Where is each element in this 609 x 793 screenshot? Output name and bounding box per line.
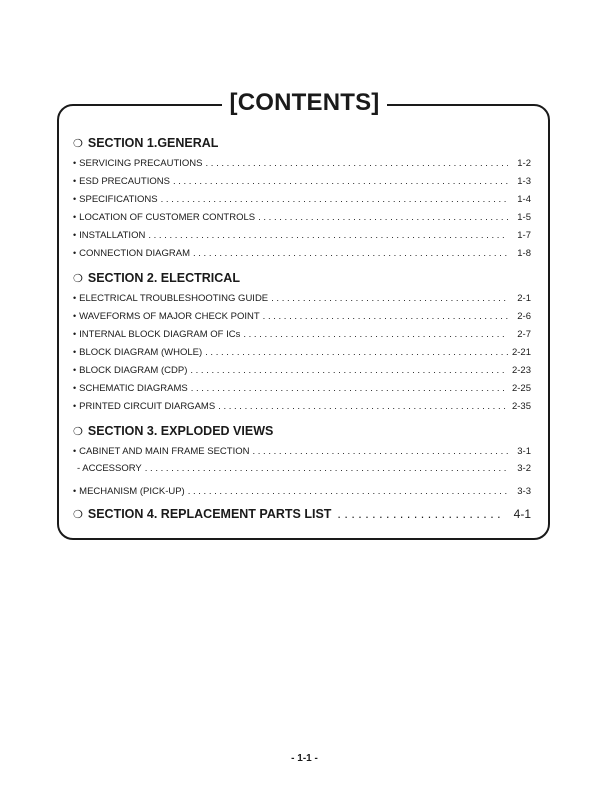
leader-dots	[148, 227, 508, 244]
toc-entry-page: 1-2	[517, 158, 531, 169]
leader-dots	[206, 155, 508, 172]
toc-entry-label: PRINTED CIRCUIT DIARGAMS	[79, 401, 216, 412]
bullet-icon: •	[73, 347, 77, 357]
leader-dots	[271, 290, 508, 307]
toc-entry-page: 3-2	[517, 463, 531, 474]
section-heading-label: SECTION 3. EXPLODED VIEWS	[87, 424, 274, 438]
page-number: - 1-1 -	[291, 753, 318, 764]
leader-dots	[145, 460, 508, 478]
bullet-icon: •	[73, 293, 77, 303]
toc-entry[interactable]	[73, 343, 531, 361]
toc-entry[interactable]	[73, 442, 531, 460]
toc-entry[interactable]	[73, 379, 531, 397]
toc-entry-page: 2-6	[517, 311, 531, 322]
bullet-icon: •	[73, 194, 77, 204]
bullet-icon: •	[73, 365, 77, 375]
toc-entry[interactable]	[73, 172, 531, 190]
section-2	[73, 269, 531, 415]
toc-entry-label: BLOCK DIAGRAM (CDP)	[79, 365, 188, 376]
toc-entry[interactable]	[73, 190, 531, 208]
leader-dots	[161, 191, 508, 208]
section-1	[73, 134, 531, 262]
toc-entry-page: 2-25	[511, 383, 531, 394]
leader-dots	[205, 344, 508, 361]
leader-dots	[263, 308, 508, 325]
toc-entry-page: 3-3	[517, 486, 531, 497]
toc-entry[interactable]	[73, 307, 531, 325]
toc-entry-label: SPECIFICATIONS	[79, 194, 158, 205]
toc-entry-label: ESD PRECAUTIONS	[79, 176, 170, 187]
contents-list	[73, 134, 531, 529]
toc-entry-label: CONNECTION DIAGRAM	[79, 248, 190, 259]
section-3	[73, 422, 531, 500]
toc-entry-label: SERVICING PRECAUTIONS	[79, 158, 203, 169]
bullet-icon: •	[73, 446, 77, 456]
toc-entry[interactable]	[73, 289, 531, 307]
toc-entry-label: INTERNAL BLOCK DIAGRAM OF ICs	[79, 329, 241, 340]
bullet-icon: •	[73, 212, 77, 222]
toc-entry-page: 1-7	[517, 230, 531, 241]
toc-entry-label: MECHANISM (PICK-UP)	[79, 486, 185, 497]
section-heading[interactable]	[73, 422, 531, 440]
section-heading-label: SECTION 1.GENERAL	[87, 136, 219, 150]
bullet-icon: •	[73, 158, 77, 168]
leader-dots	[337, 507, 505, 521]
toc-entry-page: 2-7	[517, 329, 531, 340]
toc-entry-page: 1-8	[517, 248, 531, 259]
toc-entry-label: ELECTRICAL TROUBLESHOOTING GUIDE	[79, 293, 269, 304]
toc-entry[interactable]	[73, 154, 531, 172]
bullet-icon: •	[73, 383, 77, 393]
toc-entry-label: LOCATION OF CUSTOMER CONTROLS	[79, 212, 256, 223]
section-heading-label: SECTION 2. ELECTRICAL	[87, 271, 240, 285]
section-heading[interactable]	[73, 269, 531, 287]
leader-dots	[173, 173, 508, 190]
leader-dots	[243, 326, 508, 343]
bullet-icon: •	[73, 329, 77, 339]
circle-icon: ❍	[73, 272, 83, 285]
leader-dots	[188, 483, 508, 500]
toc-entry[interactable]	[73, 482, 531, 500]
toc-entry-label: BLOCK DIAGRAM (WHOLE)	[79, 347, 203, 358]
section-4[interactable]	[73, 507, 531, 529]
toc-entry-page: 2-1	[517, 293, 531, 304]
leader-dots	[193, 245, 508, 262]
toc-entry[interactable]	[73, 325, 531, 343]
toc-entry-page: 2-35	[511, 401, 531, 412]
leader-dots	[190, 362, 508, 379]
leader-dots	[191, 380, 508, 397]
toc-entry-label: SCHEMATIC DIAGRAMS	[79, 383, 188, 394]
toc-entry-page: 2-21	[511, 347, 531, 358]
bullet-icon: •	[73, 311, 77, 321]
toc-entry-label: CABINET AND MAIN FRAME SECTION	[79, 446, 250, 457]
toc-entry-page: 2-23	[511, 365, 531, 376]
section-heading[interactable]	[73, 134, 531, 152]
toc-subentry[interactable]	[73, 460, 531, 478]
toc-entry[interactable]	[73, 208, 531, 226]
bullet-icon: •	[73, 248, 77, 258]
bullet-icon: •	[73, 486, 77, 496]
circle-icon: ❍	[73, 509, 83, 521]
toc-entry[interactable]	[73, 244, 531, 262]
toc-entry[interactable]	[73, 226, 531, 244]
leader-dots	[218, 398, 508, 415]
bullet-icon: •	[73, 401, 77, 411]
toc-entry-label: WAVEFORMS OF MAJOR CHECK POINT	[79, 311, 260, 322]
contents-title: [CONTENTS]	[222, 88, 388, 118]
leader-dots	[252, 443, 508, 460]
leader-dots	[258, 209, 508, 226]
circle-icon: ❍	[73, 137, 83, 150]
toc-entry-page: 1-4	[517, 194, 531, 205]
toc-entry-label: - ACCESSORY	[77, 463, 142, 474]
toc-entry-page: 3-1	[517, 446, 531, 457]
toc-entry-page: 1-3	[517, 176, 531, 187]
section-heading-label: SECTION 4. REPLACEMENT PARTS LIST	[87, 507, 332, 521]
toc-entry[interactable]	[73, 397, 531, 415]
toc-entry-label: INSTALLATION	[79, 230, 146, 241]
toc-entry-page: 4-1	[513, 507, 531, 521]
bullet-icon: •	[73, 230, 77, 240]
circle-icon: ❍	[73, 425, 83, 438]
toc-entry[interactable]	[73, 361, 531, 379]
toc-entry-page: 1-5	[517, 212, 531, 223]
contents-title-wrap	[0, 88, 609, 118]
bullet-icon: •	[73, 176, 77, 186]
